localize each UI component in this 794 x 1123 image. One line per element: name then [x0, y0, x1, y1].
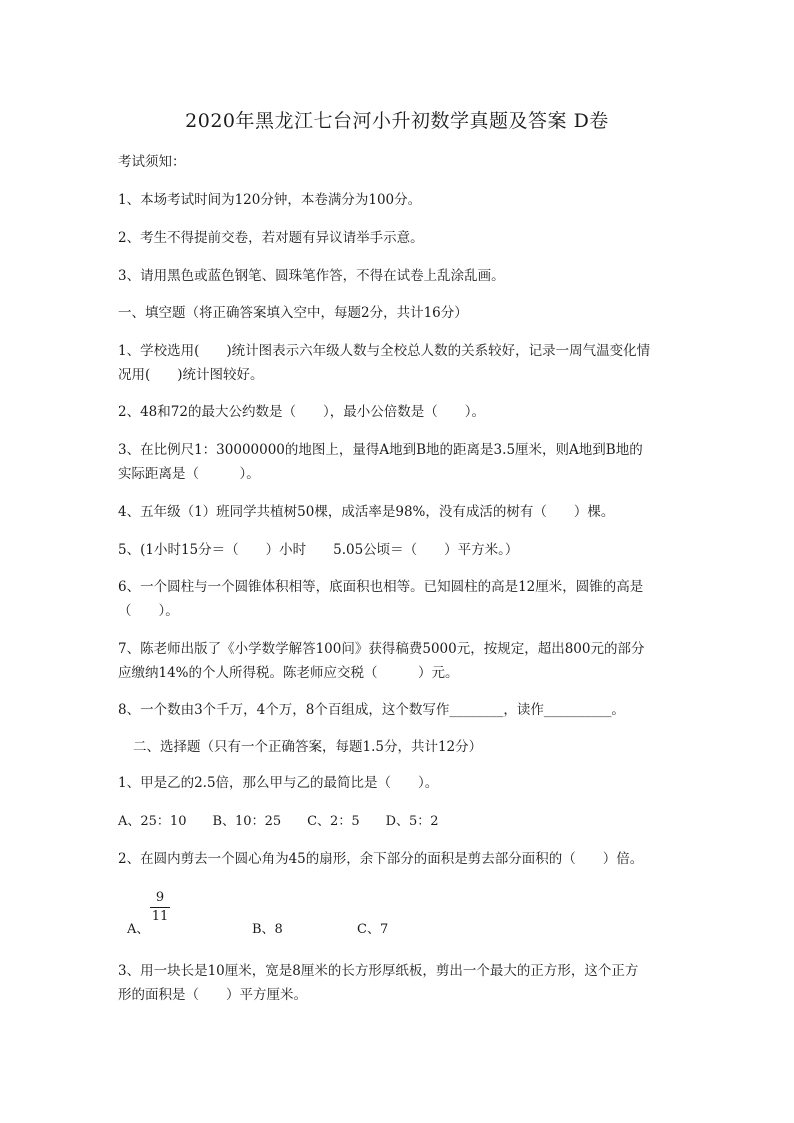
- question-line: 5、(1小时15分＝（ ）小时 5.05公顷＝（ ）平方米。）: [118, 542, 519, 558]
- fraction: [150, 890, 170, 925]
- notice-heading: 考试须知：: [118, 154, 186, 170]
- page-title: 2020年黑龙江七台河小升初数学真题及答案 D卷: [185, 110, 609, 132]
- notice-item: 2、考生不得提前交卷，若对题有异议请举手示意。: [118, 230, 424, 246]
- question-line: 8、一个数由3个千万，4个万，8个百组成，这个数写作________，读作__________。: [118, 702, 625, 718]
- fraction-bar: [150, 907, 170, 908]
- question-line: 1、甲是乙的2.5倍，那么甲与乙的最简比是（ ）。: [118, 775, 439, 791]
- notice-item: 1、本场考试时间为120分钟，本卷满分为100分。: [118, 192, 422, 208]
- question-line: 4、五年级（1）班同学共植树50棵，成活率是98%，没有成活的树有（ ）棵。: [118, 504, 615, 520]
- section2-heading: 二、选择题（只有一个正确答案，每题1.5分，共计12分）: [133, 739, 483, 755]
- question-line: （ ）。: [118, 603, 179, 619]
- option-b: B、8: [252, 922, 283, 937]
- question-line: 7、陈老师出版了《小学数学解答100问》获得稿费5000元，按规定，超出800元的部分: [118, 641, 645, 657]
- question-line: 6、一个圆柱与一个圆锥体积相等，底面积也相等。已知圆柱的高是12厘米，圆锥的高是: [118, 579, 644, 595]
- question-line: 应缴纳14%的个人所得税。陈老师应交税（ ）元。: [118, 665, 459, 681]
- option-a-label: A、: [127, 922, 150, 937]
- question-line: 2、48和72的最大公约数是（ ），最小公倍数是（ ）。: [118, 404, 485, 420]
- question-line: 形的面积是（ ）平方厘米。: [118, 987, 307, 1003]
- notice-item: 3、请用黑色或蓝色钢笔、圆珠笔作答，不得在试卷上乱涂乱画。: [118, 268, 505, 284]
- option-c: C、7: [357, 922, 389, 937]
- question-line: 况用( )统计图较好。: [118, 367, 264, 383]
- question-line: 2、在圆内剪去一个圆心角为45的扇形，余下部分的面积是剪去部分面积的（ ）倍。: [118, 851, 644, 867]
- question-line: 3、用一块长是10厘米，宽是8厘米的长方形厚纸板，剪出一个最大的正方形，这个正方: [118, 963, 639, 979]
- question-line: 实际距离是（ ）。: [118, 466, 260, 482]
- section1-heading: 一、填空题（将正确答案填入空中，每题2分，共计16分）: [118, 305, 468, 321]
- question-line: 1、学校选用( )统计图表示六年级人数与全校总人数的关系较好，记录一周气温变化情: [118, 343, 651, 359]
- fraction-numerator: 9: [155, 890, 165, 905]
- question-options: A、25：10 B、10：25 C、2：5 D、5：2: [118, 814, 439, 829]
- fraction-denominator: 11: [151, 909, 169, 924]
- question-line: 3、在比例尺1：30000000的地图上，量得A地到B地的距离是3.5厘米，则A地到B地的: [118, 442, 643, 458]
